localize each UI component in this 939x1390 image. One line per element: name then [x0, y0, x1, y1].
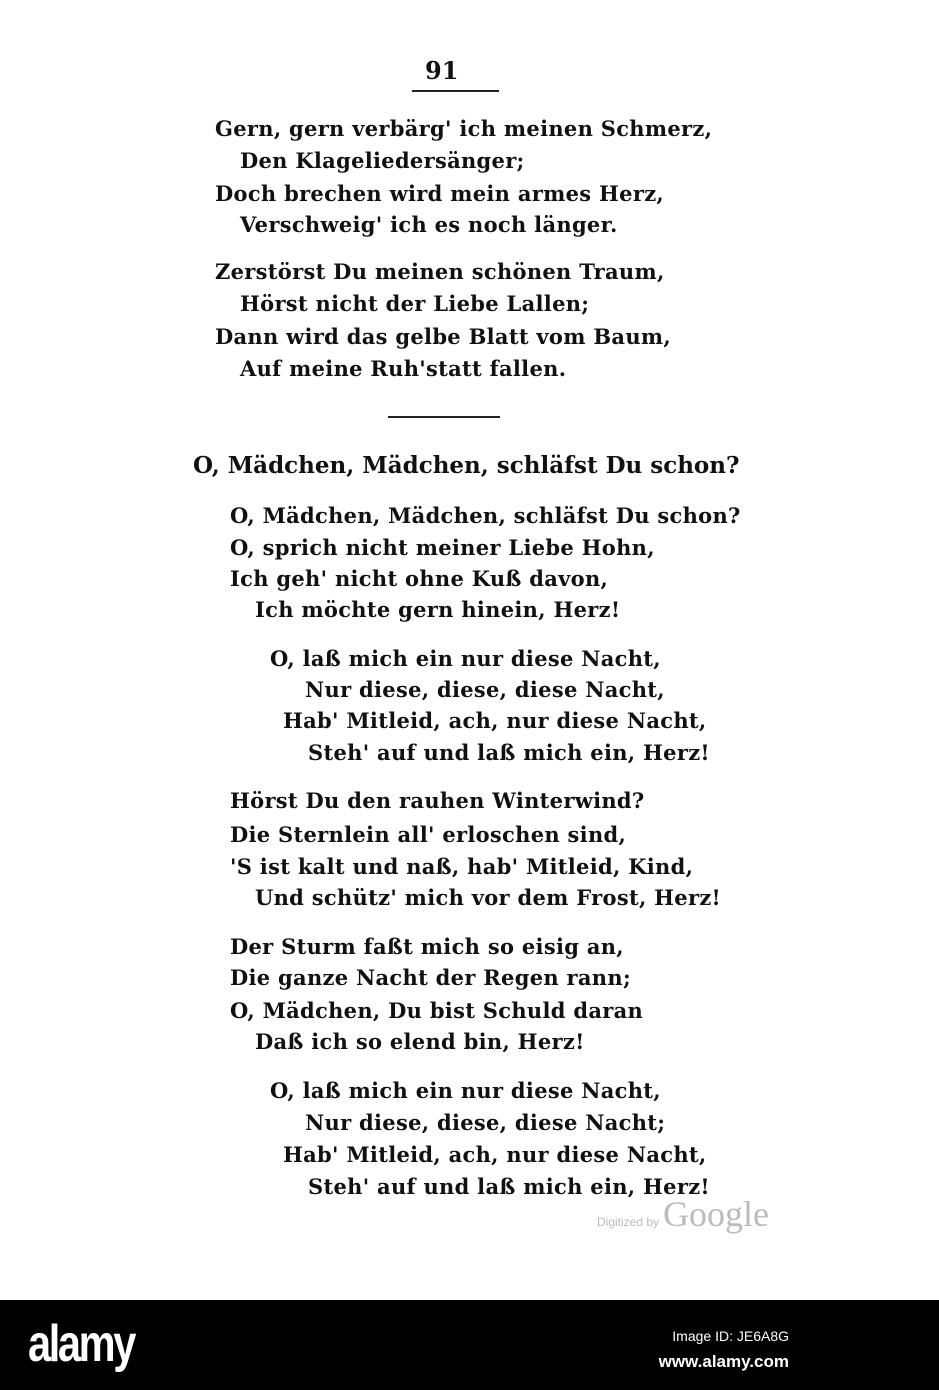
verse-line: Daß ich so elend bin, Herz!	[255, 1029, 585, 1054]
verse-line: Die ganze Nacht der Regen rann;	[230, 965, 631, 990]
verse-line: 'S ist kalt und naß, hab' Mitleid, Kind,	[230, 854, 694, 879]
verse-line: O, sprich nicht meiner Liebe Hohn,	[230, 535, 655, 560]
verse-line: O, laß mich ein nur diese Nacht,	[270, 646, 661, 671]
verse-line: Hörst nicht der Liebe Lallen;	[240, 291, 590, 316]
verse-line: Auf meine Ruh'statt fallen.	[240, 356, 567, 381]
image-id: Image ID: JE6A8G	[672, 1328, 789, 1344]
section-divider	[388, 416, 500, 418]
verse-line: O, Mädchen, Mädchen, schläfst Du schon?	[230, 503, 741, 528]
verse-line: Ich geh' nicht ohne Kuß davon,	[230, 566, 609, 591]
verse-line: O, Mädchen, Du bist Schuld daran	[230, 998, 644, 1023]
verse-line: Hörst Du den rauhen Winterwind?	[230, 788, 645, 813]
google-logo: Google	[663, 1194, 770, 1234]
verse-line: Und schütz' mich vor dem Frost, Herz!	[255, 885, 722, 910]
verse-line: Nur diese, diese, diese Nacht;	[305, 1110, 666, 1135]
verse-line: Verschweig' ich es noch länger.	[240, 212, 618, 237]
alamy-url[interactable]: www.alamy.com	[658, 1352, 789, 1371]
google-watermark	[597, 1193, 769, 1235]
verse-line: Gern, gern verbärg' ich meinen Schmerz,	[215, 116, 713, 141]
verse-line: Steh' auf und laß mich ein, Herz!	[308, 740, 710, 765]
digitized-by-text: Digitized by	[597, 1215, 660, 1229]
verse-line: Steh' auf und laß mich ein, Herz!	[308, 1174, 710, 1199]
page-number-rule	[412, 90, 499, 92]
verse-line: Der Sturm faßt mich so eisig an,	[230, 934, 624, 959]
verse-line: Die Sternlein all' erloschen sind,	[230, 822, 627, 847]
verse-line: Nur diese, diese, diese Nacht,	[305, 677, 665, 702]
alamy-banner	[0, 1300, 939, 1390]
page-number: 91	[425, 56, 459, 85]
verse-line: Dann wird das gelbe Blatt vom Baum,	[215, 324, 672, 349]
verse-line: Zerstörst Du meinen schönen Traum,	[215, 259, 665, 284]
verse-line: Hab' Mitleid, ach, nur diese Nacht,	[283, 1142, 707, 1167]
verse-line: Hab' Mitleid, ach, nur diese Nacht,	[283, 708, 707, 733]
poem-title: O, Mädchen, Mädchen, schläfst Du schon?	[193, 452, 740, 479]
alamy-logo: alamy	[28, 1315, 134, 1373]
verse-line: Den Klageliedersänger;	[240, 148, 525, 173]
verse-line: O, laß mich ein nur diese Nacht,	[270, 1078, 661, 1103]
verse-line: Ich möchte gern hinein, Herz!	[255, 597, 621, 622]
verse-line: Doch brechen wird mein armes Herz,	[215, 181, 665, 206]
